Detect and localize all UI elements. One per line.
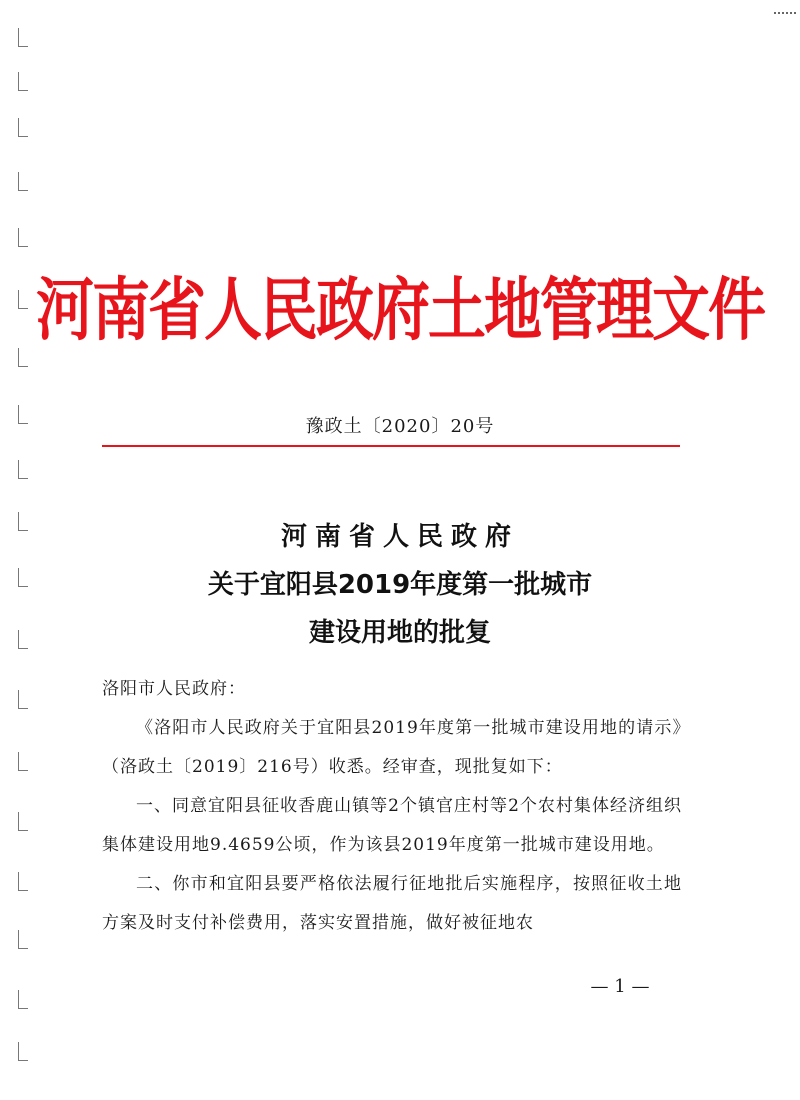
binding-mark: [18, 872, 28, 891]
binding-mark: [18, 1042, 28, 1061]
body-paragraph: 二、你市和宜阳县要严格依法履行征地批后实施程序，按照征收土地方案及时支付补偿费用，落实安置措施，做好被征地农: [102, 874, 682, 933]
recipient-line: 洛阳市人民政府：: [102, 679, 246, 699]
body-paragraph: 一、同意宜阳县征收香鹿山镇等2个镇官庄村等2个农村集体经济组织集体建设用地9.4659公顷，作为该县2019年度第一批城市建设用地。: [102, 796, 682, 855]
binding-mark: [18, 930, 28, 949]
binding-mark: [18, 172, 28, 191]
body-paragraph: 《洛阳市人民政府关于宜阳县2019年度第一批城市建设用地的请示》（洛政土〔2019〕216号）收悉。经审查，现批复如下：: [102, 718, 682, 777]
binding-mark: [18, 72, 28, 91]
binding-mark: [18, 990, 28, 1009]
binding-mark: [18, 752, 28, 771]
title-line-subject-end: 建设用地的批复: [308, 618, 491, 648]
binding-mark: [18, 28, 28, 47]
title-line-subject: 关于宜阳县2019年度第一批城市: [207, 570, 593, 600]
red-masthead: 河南省人民政府土地管理文件: [35, 269, 764, 351]
binding-mark: [18, 118, 28, 137]
document-number: 豫政土〔2020〕20号: [305, 416, 495, 437]
document-body: [102, 670, 682, 943]
document-title: [0, 513, 800, 657]
red-divider-line: [102, 445, 680, 447]
binding-mark: [18, 690, 28, 709]
binding-mark: [18, 228, 28, 247]
scan-corner-mark: [774, 4, 796, 14]
title-line-issuer: 河南省人民政府: [280, 522, 519, 552]
page-number: — 1 —: [590, 976, 650, 997]
binding-mark: [18, 812, 28, 831]
binding-mark: [18, 460, 28, 479]
